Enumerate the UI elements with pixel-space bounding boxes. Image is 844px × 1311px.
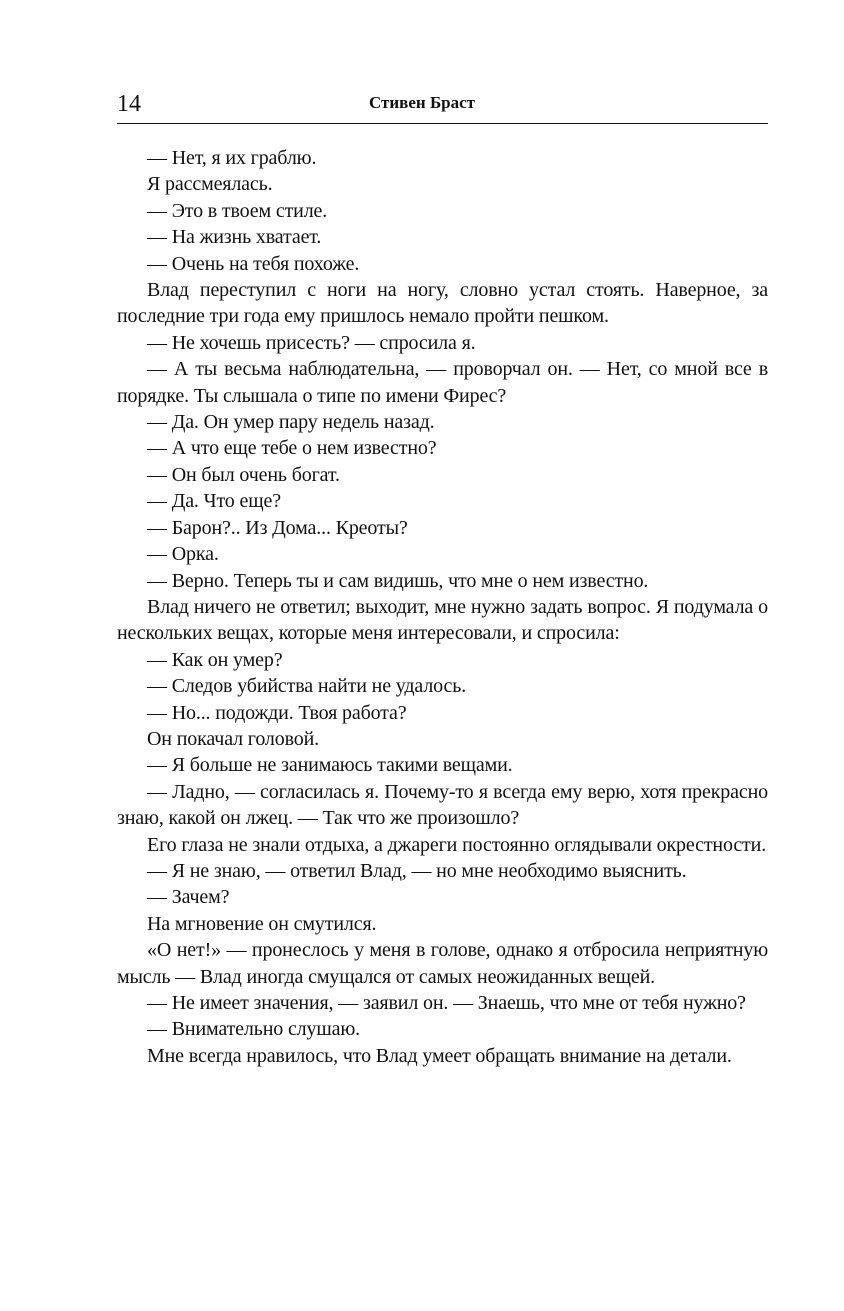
paragraph: — Я больше не занимаюсь такими вещами. bbox=[147, 754, 513, 777]
paragraph: — Нет, я их граблю. bbox=[147, 147, 317, 169]
paragraph: — А что еще тебе о нем известно? bbox=[147, 437, 437, 460]
paragraph: Влад переступил с ноги на ногу, словно устал стоять. Наверное, за последние три года ему пришлось немало пройти пешком. bbox=[117, 279, 768, 328]
paragraph: — А ты весьма наблюдательна, — проворчал он. — Нет, со мной все в порядке. Ты слышала о типе по имени Фирес? bbox=[117, 358, 768, 407]
paragraph: — Я не знаю, — ответил Влад, — но мне необходимо выяснить. bbox=[147, 859, 687, 882]
paragraph: Он покачал головой. bbox=[147, 727, 320, 750]
paragraph: — Следов убийства найти не удалось. bbox=[147, 675, 467, 698]
paragraph: — Очень на тебя похоже. bbox=[147, 252, 360, 275]
paragraph: — Не имеет значения, — заявил он. — Знаешь, что мне от тебя нужно? bbox=[147, 992, 746, 1014]
paragraph: — Верно. Теперь ты и сам видишь, что мне о нем известно. bbox=[147, 569, 649, 592]
paragraph: — Не хочешь присесть? — спросила я. bbox=[147, 331, 476, 354]
paragraph: Влад ничего не ответил; выходит, мне нужно задать вопрос. Я подумала о нескольких вещах, которые меня интересовали, и спросила: bbox=[117, 595, 768, 645]
paragraph: — Орка. bbox=[147, 543, 219, 566]
paragraph: — Ладно, — согласилась я. Почему-то я всегда ему верю, хотя прекрасно знаю, какой он лжец. — Так что же произошло? bbox=[117, 780, 768, 830]
paragraph: — Барон?.. Из Дома... Креоты? bbox=[147, 516, 408, 539]
header-rule bbox=[117, 123, 768, 124]
paragraph: «О нет!» — пронеслось у меня в голове, однако я отбросила неприятную мысль — Влад иногда смущался от самых неожиданных вещей. bbox=[117, 939, 768, 988]
paragraph: На мгновение он смутился. bbox=[147, 912, 377, 935]
paragraph: — Но... подожди. Твоя работа? bbox=[147, 701, 407, 724]
paragraph: Я рассмеялась. bbox=[147, 173, 273, 196]
paragraph: — Как он умер? bbox=[147, 648, 283, 671]
body-text bbox=[117, 145, 768, 1069]
running-title: Стивен Браст bbox=[368, 93, 476, 112]
page-number: 14 bbox=[117, 91, 141, 117]
paragraph: — Он был очень богат. bbox=[147, 463, 340, 486]
paragraph: — Да. Он умер пару недель назад. bbox=[147, 411, 435, 434]
paragraph: — На жизнь хватает. bbox=[147, 226, 322, 249]
paragraph: — Внимательно слушаю. bbox=[147, 1018, 360, 1041]
paragraph: Его глаза не знали отдыха, а джареги постоянно оглядывали окрестности. bbox=[147, 833, 767, 856]
paragraph: — Зачем? bbox=[147, 886, 230, 909]
paragraph: — Это в твоем стиле. bbox=[147, 199, 328, 222]
paragraph: Мне всегда нравилось, что Влад умеет обращать внимание на детали. bbox=[147, 1044, 732, 1067]
paragraph: — Да. Что еще? bbox=[147, 490, 281, 513]
